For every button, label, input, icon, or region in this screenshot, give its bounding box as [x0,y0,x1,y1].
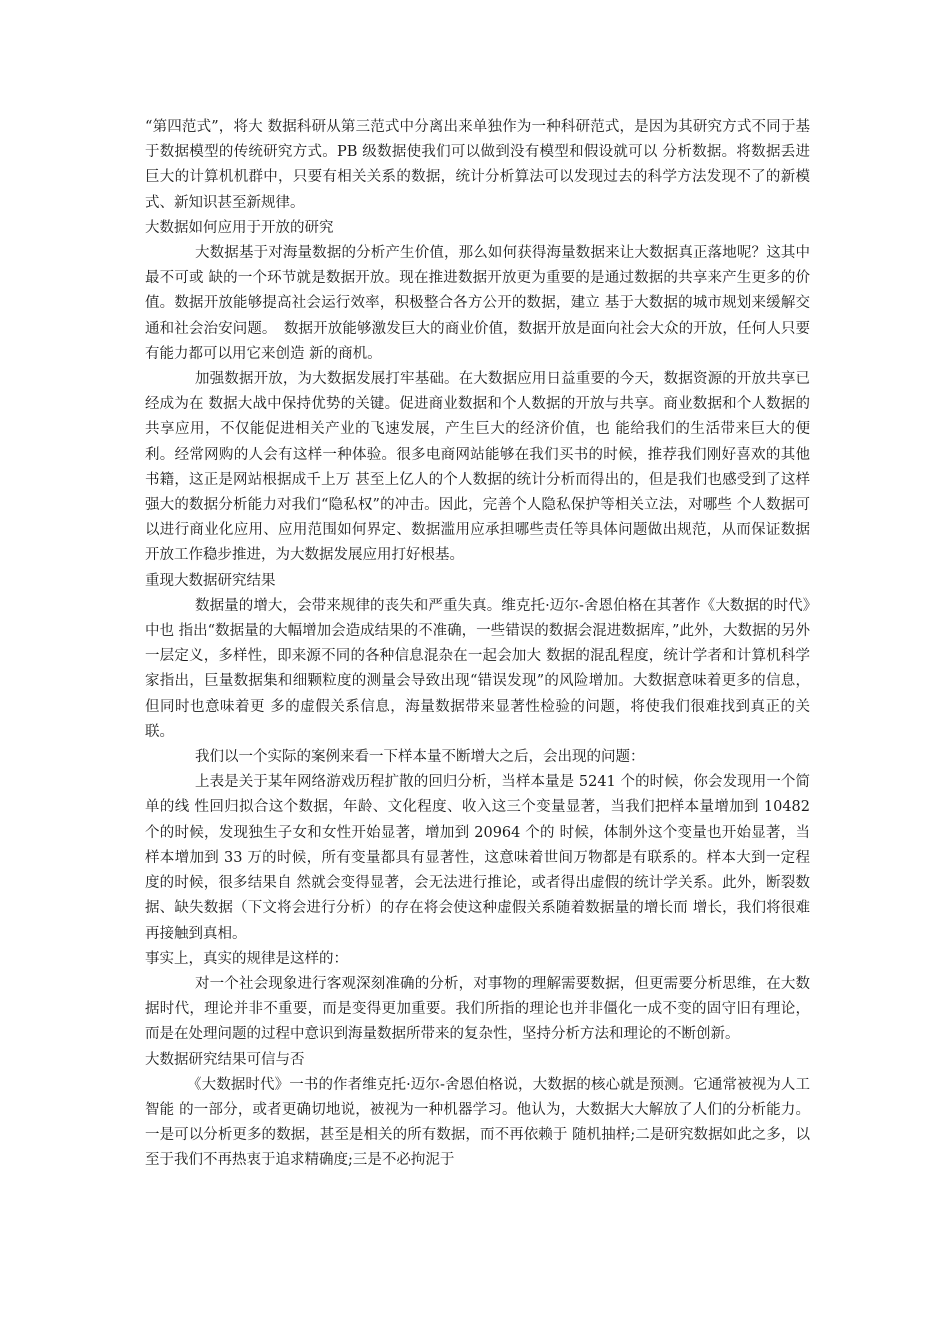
paragraph-data-openness: 加强数据开放，为大数据发展打牢基础。在大数据应用日益重要的今天，数据资源的开放共享已经成为在 数据大战中保持优势的关键。促进商业数据和个人数据的开放与共享。商业数据和个人数据的共享应用，不仅能促进相关产业的飞速发展，产生巨大的经济价值，也 能给我们的生活带来巨大的便利。经常网购的人会有这样一种体验。很多电商网站能够在我们买书的时候，推荐我们刚好喜欢的其他书籍，这正是网站根据成千上万 甚至上亿人的个人数据的统计分析而得出的，但是我们也感受到了这样强大的数据分析能力对我们“隐私权”的冲击。因此，完善个人隐私保护等相关立法，对哪些 个人数据可以进行商业化应用、应用范围如何界定、数据滥用应承担哪些责任等具体问题做出规范，从而保证数据开放工作稳步推进，为大数据发展应用打好根基。 [145,371,810,564]
section-heading-open-research: 大数据如何应用于开放的研究 [145,219,334,236]
section-heading-credibility: 大数据研究结果可信与否 [145,1051,305,1068]
document-body [145,115,810,1174]
paragraph-prediction-core: 《大数据时代》一书的作者维克托·迈尔-舍恩伯格说，大数据的核心就是预测。它通常被视为人工智能 的一部分，或者更确切地说，被视为一种机器学习。他认为，大数据大大解放了人们的分析能力。一是可以分析更多的数据，甚至是相关的所有数据，而不再依赖于 随机抽样;二是研究数据如此之多，以至于我们不再热衷于追求精确度;三是不必拘泥于 [145,1076,810,1169]
paragraph-data-distortion: 数据量的增大，会带来规律的丧失和严重失真。维克托·迈尔-舍恩伯格在其著作《大数据的时代》中也 指出“数据量的大幅增加会造成结果的不准确，一些错误的数据会混进数据库，”此外，大数据的另外一层定义，多样性，即来源不同的各种信息混杂在一起会加大 数据的混乱程度，统计学者和计算机科学家指出，巨量数据集和细颗粒度的测量会导致出现“错误发现”的风险增加。大数据意味着更多的信息，但同时也意味着更 多的虚假关系信息，海量数据带来显著性检验的问题，将使我们很难找到真正的关联。 [145,597,810,740]
section-heading-reproduce-results: 重现大数据研究结果 [145,572,276,589]
section-heading-real-rule: 事实上，真实的规律是这样的： [145,950,348,967]
paragraph-fourth-paradigm: “第四范式”，将大 数据科研从第三范式中分离出来单独作为一种科研范式，是因为其研究方式不同于基于数据模型的传统研究方式。PB 级数据使我们可以做到没有模型和假设就可以 分析数据。将数据丢进巨大的计算机机群中，只要有相关关系的数据，统计分析算法可以发现过去的科学方法发现不了的新模式、新知识甚至新规律。 [145,119,810,211]
paragraph-data-value: 大数据基于对海量数据的分析产生价值，那么如何获得海量数据来让大数据真正落地呢？这其中最不可或 缺的一个环节就是数据开放。现在推进数据开放更为重要的是通过数据的共享来产生更多的价值。数据开放能够提高社会运行效率，积极整合各方公开的数据，建立 基于大数据的城市规划来缓解交通和社会治安问题。 数据开放能够激发巨大的商业价值，数据开放是面向社会大众的开放，任何人只要有能力都可以用它来创造 新的商机。 [145,245,810,362]
paragraph-regression-case: 上表是关于某年网络游戏历程扩散的回归分析，当样本量是 5241 个的时候，你会发现用一个简单的线 性回归拟合这个数据，年龄、文化程度、收入这三个变量显著，当我们把样本量增加到 10482 个的时候，发现独生子女和女性开始显著，增加到 20964 个的 时候，体制外这个变量也开始显著，当样本增加到 33 万的时候，所有变量都具有显著性，这意味着世间万物都是有联系的。样本大到一定程度的时候，很多结果自 然就会变得显著，会无法进行推论，或者得出虚假的统计学关系。此外，断裂数据、缺失数据（下文将会进行分析）的存在将会使这种虚假关系随着数据量的增长而 增长，我们将很难再接触到真相。 [145,774,810,942]
paragraph-case-intro: 我们以一个实际的案例来看一下样本量不断增大之后，会出现的问题： [195,749,645,766]
paragraph-analytic-thinking: 对一个社会现象进行客观深刻准确的分析，对事物的理解需要数据，但更需要分析思维，在大数据时代，理论并非不重要，而是变得更加重要。我们所指的理论也并非僵化一成不变的固守旧有理论，而是在处理问题的过程中意识到海量数据所带来的复杂性，坚持分析方法和理论的不断创新。 [145,975,810,1043]
